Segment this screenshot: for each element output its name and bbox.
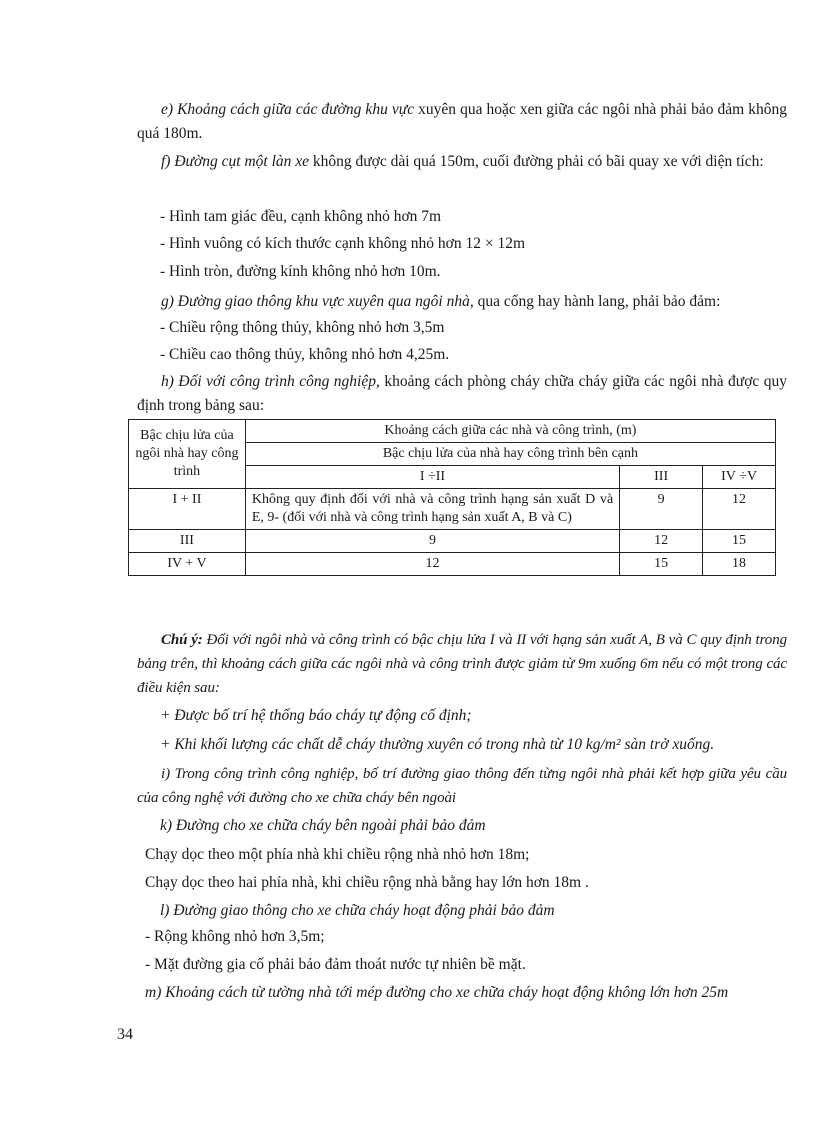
list-item: - Chiều rộng thông thủy, không nhỏ hơn 3,5m	[160, 319, 445, 336]
note-paragraph	[137, 628, 787, 700]
table-col-header: IV ÷V	[703, 466, 776, 489]
table-row	[129, 489, 776, 530]
table-row-header: Bậc chịu lửa của ngôi nhà hay công trình	[129, 420, 246, 489]
table-cell: 15	[620, 553, 703, 576]
table-cell: 18	[703, 553, 776, 576]
paragraph-i: i) Trong công trình công nghiệp, bố trí đường giao thông đến từng ngôi nhà phải kết hợp giữa yêu cầu của công nghệ với đường cho xe chữa cháy bên ngoài	[137, 766, 787, 806]
paragraph-f	[137, 150, 787, 174]
paragraph-e-text: xuyên qua hoặc xen giữa các ngôi nhà phải bảo đảm không quá 180m.	[137, 101, 788, 142]
table-row	[129, 530, 776, 553]
table-col-header: I ÷II	[245, 466, 619, 489]
list-item: - Mặt đường gia cố phải bảo đảm thoát nước tự nhiên bề mặt.	[145, 956, 526, 973]
note-text: Đối với ngôi nhà và công trình có bậc chịu lửa I và II với hạng sản xuất A, B và C quy định trong bảng trên, thì khoảng cách giữa các ngôi nhà và công trình được giảm từ 9m xuống 6m nếu có một trong các điều kiện sau:	[137, 632, 787, 696]
table-cell: 12	[703, 489, 776, 530]
list-item: + Được bố trí hệ thống báo cháy tự động cố định;	[160, 707, 472, 724]
list-item: + Khi khối lượng các chất dễ cháy thường xuyên có trong nhà từ 10 kg/m² sàn trở xuống.	[160, 736, 715, 753]
list-item: Chạy dọc theo một phía nhà khi chiều rộng nhà nhỏ hơn 18m;	[145, 846, 530, 863]
table-cell: 9	[620, 489, 703, 530]
note-label: Chú ý:	[161, 632, 203, 648]
paragraph-m: m) Khoảng cách từ tường nhà tới mép đường cho xe chữa cháy hoạt động không lớn hơn 25m	[145, 984, 729, 1001]
table-head-neighbor: Bậc chịu lửa của nhà hay công trình bên cạnh	[245, 443, 775, 466]
table-cell: 12	[620, 530, 703, 553]
paragraph-g-lead: g) Đường giao thông khu vực xuyên qua ngôi nhà,	[161, 293, 474, 310]
table-cell: Không quy định đối với nhà và công trình hạng sản xuất D và E, 9- (đối với nhà và công trình hạng sản xuất A, B và C)	[245, 489, 619, 530]
table-cell: IV + V	[129, 553, 246, 576]
table-cell: 12	[245, 553, 619, 576]
list-item: Chạy dọc theo hai phía nhà, khi chiều rộng nhà bằng hay lớn hơn 18m .	[145, 874, 589, 891]
table-cell: 15	[703, 530, 776, 553]
paragraph-h-lead: h) Đối với công trình công nghiệp,	[161, 373, 380, 390]
table-cell: III	[129, 530, 246, 553]
list-item: - Hình vuông có kích thước cạnh không nhỏ hơn 12 × 12m	[160, 235, 526, 252]
table-col-header: III	[620, 466, 703, 489]
paragraph-g-text: qua cổng hay hành lang, phải bảo đảm:	[473, 293, 721, 310]
paragraph-f-text: không được dài quá 150m, cuối đường phải có bãi quay xe với diện tích:	[309, 153, 764, 170]
table-cell: 9	[245, 530, 619, 553]
list-item: - Chiều cao thông thủy, không nhỏ hơn 4,25m.	[160, 346, 450, 363]
paragraph-l: l) Đường giao thông cho xe chữa cháy hoạt động phải bảo đảm	[160, 902, 555, 919]
paragraph-k: k) Đường cho xe chữa cháy bên ngoài phải bảo đảm	[160, 817, 486, 834]
table-row	[129, 553, 776, 576]
paragraph-f-lead: f) Đường cụt một làn xe	[161, 153, 310, 170]
paragraph-e	[137, 98, 787, 146]
paragraph-g	[137, 290, 787, 314]
paragraph-h-text: khoảng cách phòng cháy chữa cháy giữa các ngôi nhà được quy định trong bảng sau:	[137, 373, 787, 414]
list-item: - Rộng không nhỏ hơn 3,5m;	[145, 928, 325, 945]
page-number: 34	[117, 1026, 133, 1043]
paragraph-e-lead: e) Khoảng cách giữa các đường khu vực	[161, 101, 415, 118]
list-item: - Hình tròn, đường kính không nhỏ hơn 10m.	[160, 263, 441, 280]
paragraph-h	[137, 370, 787, 418]
list-item: - Hình tam giác đều, cạnh không nhỏ hơn 7m	[160, 208, 442, 225]
fire-distance-table	[128, 419, 776, 576]
table-head-distance: Khoảng cách giữa các nhà và công trình, (m)	[245, 420, 775, 443]
table-cell: I + II	[129, 489, 246, 530]
